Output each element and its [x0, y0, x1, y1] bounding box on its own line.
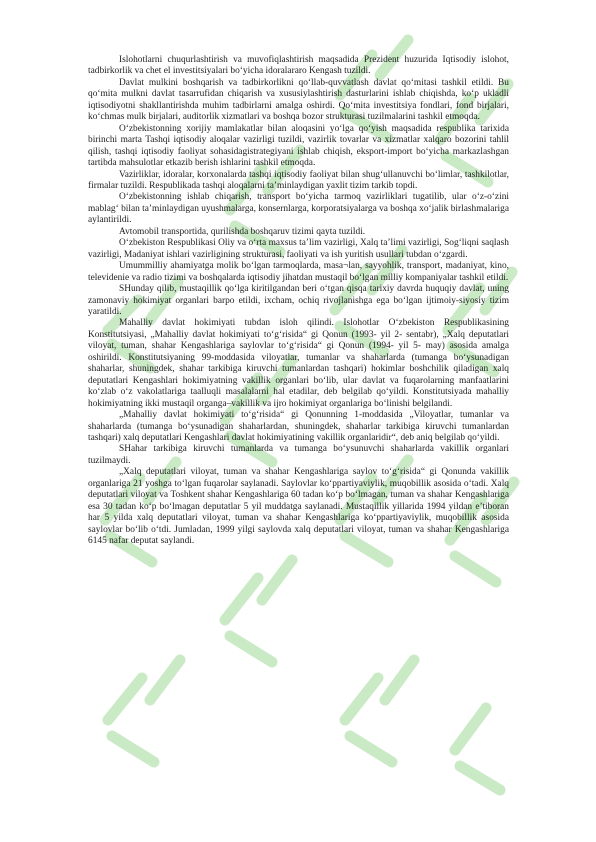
paragraph: O‘zbekistonning ishlab chiqarish, transport bo‘yicha tarmoq vazirliklari tugatilib, ular o‘z-o‘zini mablag‘ bilan ta’minlaydigan uyushmalarga, konsernlarga, korporatsiyalarga va boshqa xo‘jalik birlashmalariga aylantirildi. [88, 192, 509, 226]
paragraph: Umummilliy ahamiyatga molik bo‘lgan tarmoqlarda, masa¬lan, sayyohlik, transport, madaniyat, kino, televidenie va radio tizimi va boshqalarda iqtisodiy jihatdan mustaqil bo‘lgan milliy kompaniyalar tashkil etildi. [88, 261, 509, 283]
document-body [88, 55, 509, 547]
paragraph: O‘zbekiston Respublikasi Oliy va o‘rta maxsus ta’lim vazirligi, Xalq ta’limi vazirligi, Sog‘liqni saqlash vazirligi, Madaniyat ishlari vazirligining strukturasi, faoliyati va ish yuritish usullari tubdan o‘zgardi. [88, 238, 509, 260]
paragraph: „Xalq deputatlari viloyat, tuman va shahar Kengashlariga saylov to‘g‘risida“ gi Qonunda vakillik organlariga 21 yoshga to‘lgan fuqarolar saylanadi. Saylovlar ko‘ppartiyaviylik, muqobillik asosida o‘tadi. Xalq deputatlari viloyat va Toshkent shahar Kengashlariga 60 tadan ko‘p bo‘lmagan, tuman va shahar Kengashlariga esa 30 tadan ko‘p bo‘lmagan deputatlar 5 yil muddatga saylanadi. Mustaqillik yillarida 1994 yildan e’tiboran har 5 yilda xalq deputatlari viloyat, tuman va shahar Kengashlariga ko‘ppartiyaviylik, muqobillik asosida saylovlar bo‘lib o‘tdi. Jumladan, 1999 yilgi saylovda xalq deputatlari viloyat, tuman va shahar Kengashlariga 6145 nafar deputat saylandi. [88, 467, 509, 547]
paragraph: O‘zbekistonning xorijiy mamlakatlar bilan aloqasini yo‘lga qo‘yish maqsadida respublika tarixida birinchi marta Tashqi iqtisodiy aloqalar vazirligi tuzildi, vazirlik tovarlar va xizmatlar xalqaro bozorini tahlil qilish, tashqi iqtisodiy faoliyat sohasidagistrategiyani ishlab chiqish, eksport-import bo‘yicha markazlashgan tartibda mahsulotlar etkazib berish ishlarini tashkil etmoqda. [88, 123, 509, 169]
paragraph: Davlat mulkini boshqarish va tadbirkorlikni qo‘llab-quvvatlash davlat qo‘mitasi tashkil etildi. Bu qo‘mita mulkni davlat tasarrufidan chiqarish va xususiylashtirish dasturlarini ishlab chiqishda, ko‘p ukladli iqtisodiyotni shakllantirishda muhim tadbirlarni amalga oshirdi. Qo‘mita investitsiya fondlari, fond birjalari, ko‘chmas mulk birjalari, auditorlik xizmatlari va boshqa bozor strukturasi tuzilmalarini tashkil etmoqda. [88, 77, 509, 123]
paragraph: SHahar tarkibiga kiruvchi tumanlarda va tumanga bo‘ysunuvchi shaharlarda vakillik organlari tuzilmaydi. [88, 444, 509, 466]
paragraph: Vazirliklar, idoralar, korxonalarda tashqi iqtisodiy faoliyat bilan shug‘ullanuvchi bo‘limlar, tashkilotlar, firmalar tuzildi. Respublikada tashqi aloqalarni ta’minlaydigan yaxlit tizim tarkib topdi. [88, 169, 509, 191]
paragraph: Islohotlarni chuqurlashtirish va muvofiqlashtirish maqsadida Prezident huzurida Iqtisodiy islohot, tadbirkorlik va chet el investitsiyalari bo‘yicha idoralararo Kengash tuzildi. [88, 55, 509, 77]
paragraph: SHunday qilib, mustaqillik qo‘lga kiritilgandan beri o‘tgan qisqa tarixiy davrda huquqiy davlat, uning zamonaviy hokimiyat organlari barpo etildi, ixcham, ochiq rivojlanishga ega bo‘lgan ijtimoiy-siyosiy tizim yaratildi. [88, 284, 509, 317]
paragraph: Mahalliy davlat hokimiyati tubdan isloh qilindi. Islohotlar O‘zbekiston Respublikasining Konstitutsiyasi, „Mahalliy davlat hokimiyati to‘g‘risida“ gi Qonun (1993- yil 2- sentabr), „Xalq deputatlari viloyat, tuman, shahar Kengashlariga saylovlar to‘g‘risida“ gi Qonun (1994- yil 5- may) asosida amalga oshirildi. Konstitutsiyaning 99-moddasida viloyatlar, tumanlar va shaharlarda (tumanga bo‘ysunadigan shaharlar, shuningdek, shahar tarkibiga kiruvchi tumanlardan tashqari) hokimlar boshchilik qiladigan xalq deputatlari Kengashlari hokimiyatning vakillik organlari bo‘lib, ular davlat va fuqarolarning manfaatlarini ko‘zlab o‘z vakolatlariga taalluqli masalalarni hal etadilar, deb belgilab qo‘yildi. Konstitutsiyada mahalliy hokimiyatning ikki mustaqil organga–vakillik va ijro hokimiyat organlariga bo‘linishi belgilandi. [88, 318, 509, 409]
paragraph: Avtomobil transportida, qurilishda boshqaruv tizimi qayta tuzildi. [119, 226, 366, 237]
paragraph: „Mahalliy davlat hokimiyati to‘g‘risida“ gi Qonunning 1-moddasida „Viloyatlar, tumanlar va shaharlarda (tumanga bo‘ysunadigan shaharlardan, shuningdek, shaharlar tarkibiga kiruvchi tumanlardan tashqari) xalq deputatlari Kengashlari davlat hokimiyatining vakillik organlaridir“, deb aniq belgilab qo‘yildi. [88, 410, 509, 443]
